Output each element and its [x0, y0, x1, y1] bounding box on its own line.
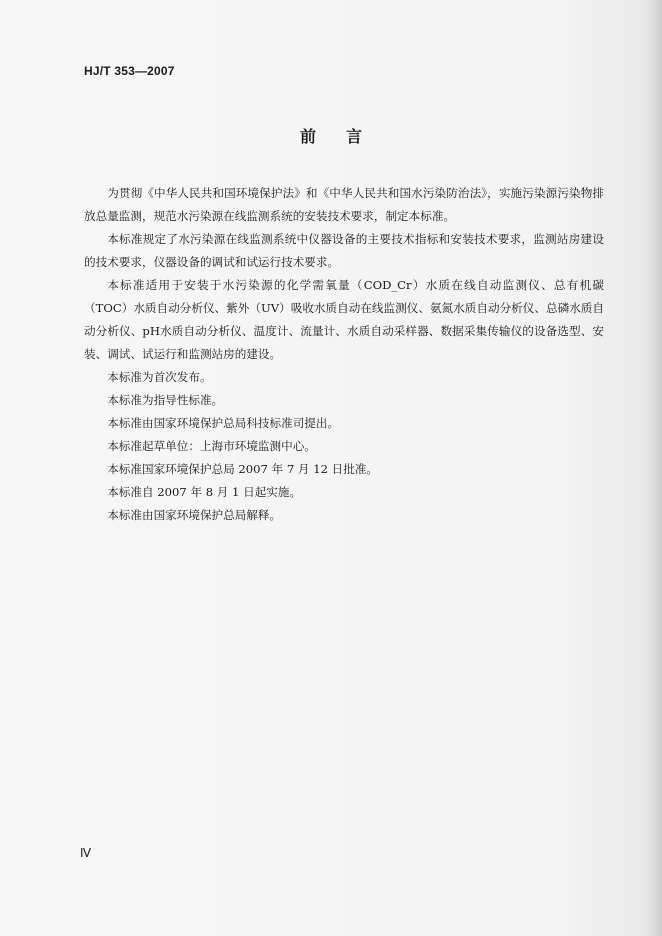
paragraph-scope-content: 本标准规定了水污染源在线监测系统中仪器设备的主要技术指标和安装技术要求，监测站房建设的技术要求，仪器设备的调试和试运行技术要求。 [84, 232, 604, 269]
paragraph-interpretation: 本标准由国家环境保护总局解释。 [107, 508, 282, 522]
page-title: 前言 [299, 127, 392, 146]
page-edge-shadow [648, 0, 662, 936]
paragraph-applicability: 本标准适用于安装于水污染源的化学需氧量（COD_Cr）水质在线自动监测仪、总有机碳（TOC）水质自动分析仪、紫外（UV）吸收水质自动在线监测仪、氨氮水质自动分析仪、总磷水质自动分析仪、pH水质自动分析仪、温度计、流量计、水质自动采样器、数据采集传输仪的设备选型、安装、调试、试运行和监测站房的建设。 [84, 278, 604, 361]
paragraph-approval-date: 本标准国家环境保护总局 2007 年 7 月 12 日批准。 [107, 462, 379, 476]
paragraph-purpose: 为贯彻《中华人民共和国环境保护法》和《中华人民共和国水污染防治法》，实施污染源污染物排放总量监测，规范水污染源在线监测系统的安装技术要求，制定本标准。 [84, 186, 604, 223]
paragraph-drafting-unit: 本标准起草单位：上海市环境监测中心。 [107, 439, 316, 453]
page-number: Ⅳ [80, 846, 92, 860]
paragraph-first-release: 本标准为首次发布。 [107, 370, 212, 384]
foreword-body [84, 182, 604, 527]
document-code: HJ/T 353—2007 [84, 64, 175, 78]
paragraph-guidance-standard: 本标准为指导性标准。 [107, 393, 224, 407]
paragraph-proposed-by: 本标准由国家环境保护总局科技标准司提出。 [107, 416, 340, 430]
paragraph-effective-date: 本标准自 2007 年 8 月 1 日起实施。 [107, 485, 302, 499]
